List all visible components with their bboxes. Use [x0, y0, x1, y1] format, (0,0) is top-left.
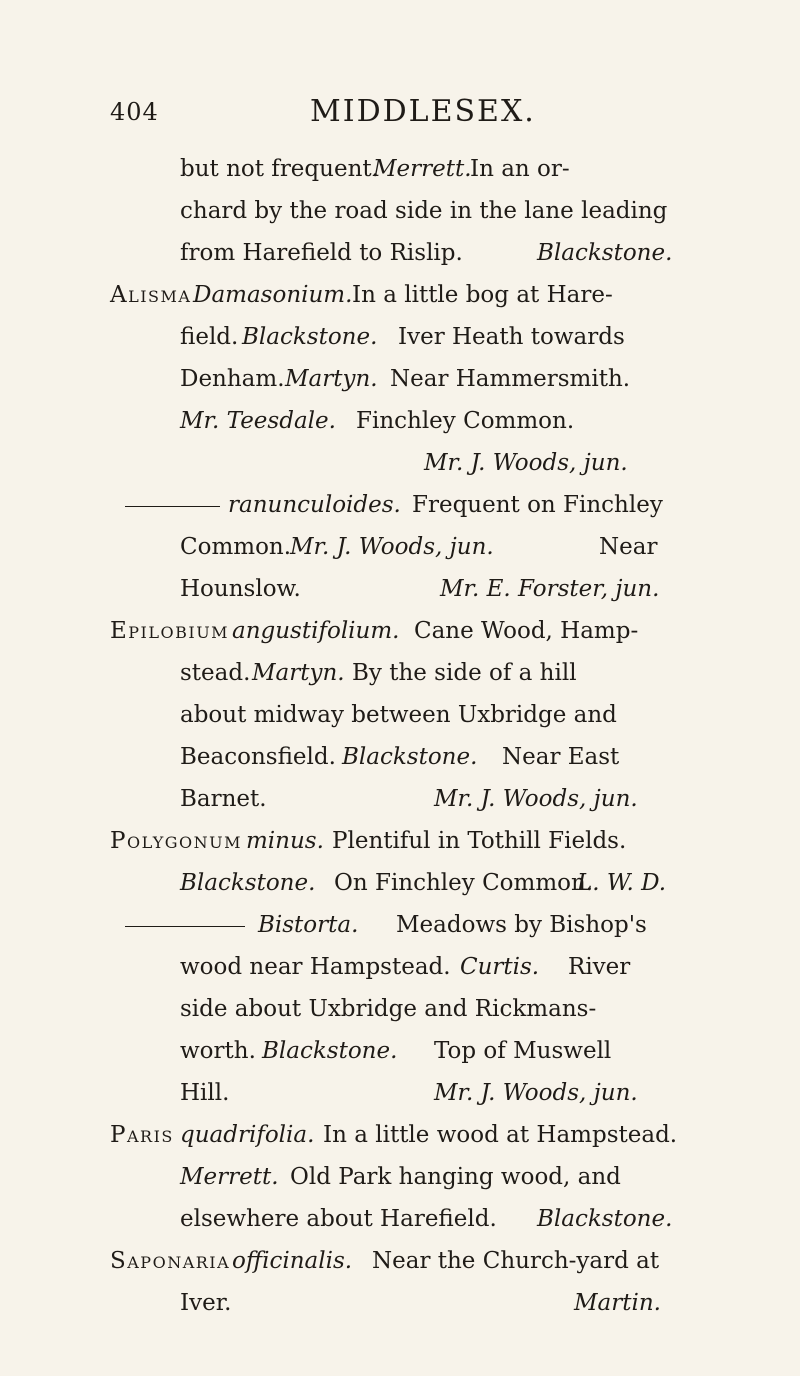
text-line [0, 442, 800, 484]
body-text: Denham. [180, 366, 285, 392]
body-text: On Finchley Common. [334, 870, 594, 896]
text-line [0, 904, 800, 946]
body-text: Meadows by Bishop's [396, 912, 647, 938]
text-line [0, 1030, 800, 1072]
body-text: but not frequent. [180, 156, 379, 182]
body-text: Iver. [180, 1290, 232, 1316]
genus-name: Paris [110, 1122, 174, 1148]
body-text: Barnet. [180, 786, 267, 812]
text-line [0, 1240, 800, 1282]
body-text: In an or- [470, 156, 570, 182]
body-text: In a little bog at Hare- [352, 282, 613, 308]
italic-text: Mr. Teesdale. [180, 408, 336, 434]
text-line [0, 316, 800, 358]
italic-text: Mr. J. Woods, jun. [424, 450, 628, 476]
text-line [0, 736, 800, 778]
ditto-rule [125, 904, 245, 946]
body-text: River [568, 954, 631, 980]
italic-text: Curtis. [460, 954, 540, 980]
body-text: Beaconsfield. [180, 744, 336, 770]
italic-text: Mr. J. Woods, jun. [434, 786, 638, 812]
text-line [0, 1198, 800, 1240]
italic-text: Blackstone. [537, 240, 673, 266]
body-text: Near Hammersmith. [390, 366, 631, 392]
italic-text: Blackstone. [242, 324, 378, 350]
italic-text: Blackstone. [342, 744, 478, 770]
body-text: In a little wood at Hampstead. [323, 1122, 678, 1148]
text-line [0, 1072, 800, 1114]
text-line [0, 274, 800, 316]
italic-text: L. W. D. [577, 870, 667, 896]
body-text: stead. [180, 660, 251, 686]
body-text: Top of Muswell [434, 1038, 612, 1064]
body-text: Frequent on Finchley [412, 492, 663, 518]
text-line [0, 526, 800, 568]
page-number: 404 [110, 98, 159, 126]
body-text: Near the Church-yard at [372, 1248, 660, 1274]
italic-text: Mr. J. Woods, jun. [434, 1080, 638, 1106]
text-line [0, 190, 800, 232]
text-line [0, 1114, 800, 1156]
italic-text: Blackstone. [180, 870, 316, 896]
italic-text: Martyn. [252, 660, 345, 686]
italic-text: minus. [246, 828, 324, 854]
page-header [110, 94, 670, 138]
italic-text: Blackstone. [537, 1206, 673, 1232]
body-text: Iver Heath towards [398, 324, 625, 350]
body-text: worth. [180, 1038, 256, 1064]
italic-text: officinalis. [232, 1248, 353, 1274]
italic-text: Mr. J. Woods, jun. [290, 534, 494, 560]
body-text: from Harefield to Rislip. [180, 240, 463, 266]
genus-name: Epilobium [110, 618, 230, 644]
body-text: By the side of a hill [352, 660, 577, 686]
text-line [0, 358, 800, 400]
body-text: Common. [180, 534, 292, 560]
italic-text: ranunculoides. [228, 492, 401, 518]
text-line [0, 148, 800, 190]
body-text: side about Uxbridge and Rickmans- [180, 996, 597, 1022]
ditto-rule-line [125, 506, 220, 507]
body-text: Plentiful in Tothill Fields. [332, 828, 627, 854]
body-text: Finchley Common. [356, 408, 575, 434]
italic-text: Damasonium. [193, 282, 353, 308]
text-line [0, 862, 800, 904]
body-text: Near East [502, 744, 620, 770]
italic-text: angustifolium. [232, 618, 400, 644]
running-head: MIDDLESEX. [310, 94, 536, 129]
body-text: field. [180, 324, 239, 350]
text-line [0, 820, 800, 862]
ditto-rule-line [125, 926, 245, 927]
text-line [0, 1156, 800, 1198]
text-line [0, 400, 800, 442]
body-text: about midway between Uxbridge and [180, 702, 617, 728]
text-line [0, 778, 800, 820]
text-line [0, 694, 800, 736]
text-line [0, 946, 800, 988]
ditto-rule [125, 484, 220, 526]
italic-text: Martin. [574, 1290, 661, 1316]
italic-text: Blackstone. [262, 1038, 398, 1064]
text-line [0, 568, 800, 610]
body-text: Cane Wood, Hamp- [414, 618, 639, 644]
genus-name: Polygonum [110, 828, 243, 854]
body-text: Near [599, 534, 658, 560]
text-line [0, 484, 800, 526]
italic-text: quadrifolia. [180, 1122, 315, 1148]
body-text: chard by the road side in the lane leading [180, 198, 668, 224]
genus-name: Saponaria [110, 1248, 231, 1274]
text-line [0, 232, 800, 274]
text-line [0, 652, 800, 694]
body-text: Hill. [180, 1080, 230, 1106]
text-line [0, 1282, 800, 1324]
italic-text: Mr. E. Forster, jun. [440, 576, 660, 602]
body-text: Old Park hanging wood, and [290, 1164, 621, 1190]
text-line [0, 988, 800, 1030]
body-text: wood near Hampstead. [180, 954, 451, 980]
italic-text: Merrett. [373, 156, 472, 182]
body-text: Hounslow. [180, 576, 301, 602]
body-text: elsewhere about Harefield. [180, 1206, 497, 1232]
italic-text: Bistorta. [258, 912, 359, 938]
italic-text: Martyn. [285, 366, 378, 392]
text-line [0, 610, 800, 652]
genus-name: Alisma [110, 282, 192, 308]
italic-text: Merrett. [180, 1164, 279, 1190]
